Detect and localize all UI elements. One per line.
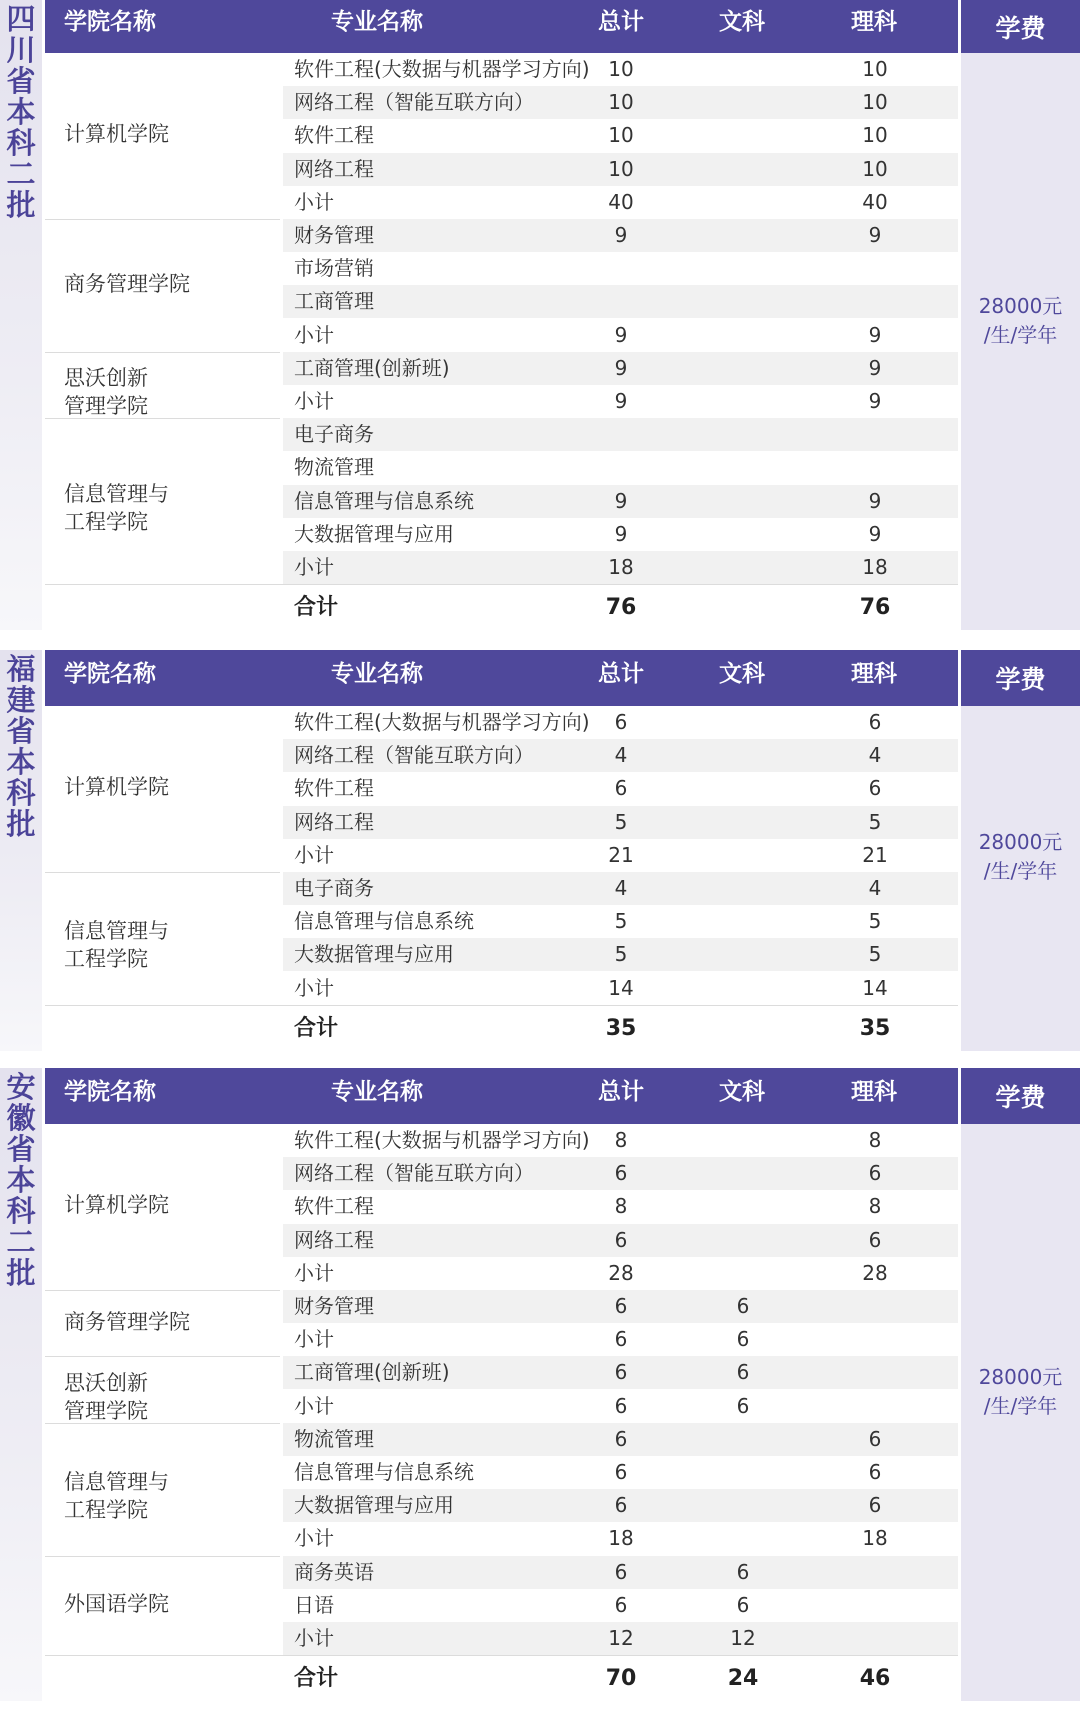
total-count: 18 [608,1526,634,1551]
province-char: 徽 [6,1101,36,1135]
fee-value [961,292,1080,350]
total-count: 6 [614,1327,628,1352]
major-name: 软件工程 [294,776,374,801]
sum-total: 35 [605,1015,637,1041]
table-row [283,1622,958,1655]
total-count: 28 [608,1260,634,1285]
like-count: 5 [868,909,882,934]
college-cell [45,219,280,353]
province-char: 安 [6,1070,36,1104]
table-row [283,1224,958,1257]
province-char: 省 [6,64,36,98]
table-row [283,186,958,219]
like-count: 6 [868,710,882,734]
table-row [283,972,958,1005]
sum-label: 合计 [294,1015,339,1041]
province-char: 批 [6,188,36,222]
college-name-line: 工程学院 [64,1498,148,1523]
total-count: 10 [608,156,634,181]
like-count: 21 [862,842,888,867]
college-name [64,1191,169,1219]
table-row [283,1390,958,1423]
college-name-line: 商务管理学院 [64,1310,190,1335]
total-count: 12 [608,1626,634,1650]
fee-line: 28000元 [978,1364,1063,1389]
province-char: 科 [6,776,36,810]
sum-row [283,1656,958,1702]
fee-line: /生/学年 [983,859,1058,884]
province-label [0,654,42,840]
header-fee: 学费 [961,1068,1080,1124]
table-row [283,839,958,872]
table-row [283,219,958,252]
total-count: 6 [614,1460,628,1484]
college-cell [45,418,280,585]
table-header [45,0,958,53]
header-fee: 学费 [961,0,1080,53]
like-count: 18 [862,555,888,579]
college-name-line: 商务管理学院 [64,272,190,297]
major-name: 财务管理 [294,223,374,247]
header-total: 总计 [598,1079,644,1105]
total-count: 21 [608,842,634,867]
major-name: 市场营销 [294,256,374,281]
major-name: 小计 [294,1327,334,1352]
total-count: 6 [614,1559,628,1584]
major-name: 商务英语 [294,1559,374,1584]
province-char: 本 [6,95,36,129]
total-count: 6 [614,1161,628,1186]
major-name: 网络工程（智能互联方向） [294,743,534,768]
header-wenke: 文科 [719,9,765,35]
major-name: 软件工程 [294,1194,374,1219]
fee-line: 28000元 [978,293,1063,318]
college-name-line: 信息管理与 [64,482,169,507]
fee-column [961,706,1080,1051]
college-cell [45,1290,280,1357]
like-count: 14 [862,975,888,1000]
header-fee: 学费 [961,650,1080,706]
like-count: 9 [868,322,882,347]
like-count: 9 [868,389,882,413]
table-row [283,1190,958,1223]
total-count: 5 [614,942,628,967]
header-college: 学院名称 [64,661,156,687]
college-name [64,1468,169,1524]
total-count: 5 [614,809,628,834]
total-count: 6 [614,1393,628,1418]
province-char: 批 [6,1256,36,1290]
major-name: 信息管理与信息系统 [294,1460,474,1484]
table-row [283,1456,958,1489]
major-name: 软件工程(大数据与机器学习方向) [294,710,590,734]
province-char: 批 [6,807,36,841]
fee-value [961,1363,1080,1421]
college-name-line: 思沃创新 [64,1370,148,1395]
like-count: 8 [868,1128,882,1152]
table-row [283,1556,958,1589]
like-count: 10 [862,156,888,181]
major-name: 大数据管理与应用 [294,942,454,967]
college-name-line: 计算机学院 [64,775,169,799]
like-count: 6 [868,1227,882,1252]
total-count: 9 [614,223,628,247]
like-count: 10 [862,123,888,148]
table-row [283,1489,958,1522]
major-name: 小计 [294,1260,334,1285]
table-row [283,518,958,551]
major-name: 软件工程(大数据与机器学习方向) [294,57,590,81]
college-name-line: 管理学院 [64,393,148,418]
total-count: 6 [614,710,628,734]
college-cell [45,1124,280,1290]
college-name-line: 外国语学院 [64,1592,169,1617]
total-count: 6 [614,1360,628,1385]
table-row [283,385,958,418]
major-name: 电子商务 [294,422,374,447]
major-name: 小计 [294,389,334,413]
sum-total: 70 [605,1666,637,1692]
fee-value [961,828,1080,886]
province-section [0,650,1080,1051]
total-count: 10 [608,90,634,115]
table-row [283,772,958,805]
major-name: 工商管理 [294,289,374,314]
total-count: 18 [608,555,634,579]
college-name [64,1590,169,1618]
like-count: 9 [868,521,882,546]
total-count: 10 [608,57,634,81]
sum-like: 46 [859,1666,891,1692]
major-name: 小计 [294,189,334,214]
college-name-line: 计算机学院 [64,122,169,146]
total-count: 14 [608,975,634,1000]
province-sidebar [0,0,42,630]
table-row [283,1522,958,1555]
table-row [283,319,958,352]
like-count: 18 [862,1526,888,1551]
like-count: 5 [868,942,882,967]
total-count: 4 [614,876,628,900]
major-name: 大数据管理与应用 [294,1493,454,1518]
college-name [64,917,169,973]
like-count: 28 [862,1260,888,1285]
major-name: 小计 [294,1526,334,1551]
total-count: 4 [614,743,628,768]
wenke-count: 6 [736,1360,750,1385]
table-row [283,285,958,318]
college-name-line: 信息管理与 [64,1470,169,1495]
college-name-line: 计算机学院 [64,1193,169,1217]
major-name: 财务管理 [294,1294,374,1318]
table-row [283,119,958,152]
college-name-line: 信息管理与 [64,919,169,944]
like-count: 9 [868,223,882,247]
table-row [283,1157,958,1190]
total-count: 6 [614,1592,628,1617]
table-header [45,650,958,706]
college-cell [45,872,280,1006]
major-name: 物流管理 [294,1426,374,1451]
province-section [0,1068,1080,1701]
wenke-count: 6 [736,1592,750,1617]
major-name: 小计 [294,322,334,347]
header-wenke: 文科 [719,661,765,687]
college-name [64,480,169,536]
major-name: 日语 [294,1592,334,1617]
header-major: 专业名称 [331,661,423,687]
wenke-count: 6 [736,1559,750,1584]
like-count: 6 [868,1426,882,1451]
table-row [283,1124,958,1157]
like-count: 6 [868,1493,882,1518]
total-count: 6 [614,1493,628,1518]
major-name: 小计 [294,1626,334,1650]
total-count: 9 [614,355,628,380]
like-count: 40 [862,189,888,214]
total-count: 9 [614,521,628,546]
major-name: 物流管理 [294,455,374,480]
province-char: 省 [6,1132,36,1166]
major-name: 小计 [294,1393,334,1418]
college-name-line: 工程学院 [64,947,148,972]
table-row [283,739,958,772]
college-name [64,773,169,801]
major-name: 工商管理(创新班) [294,355,450,380]
province-char: 建 [6,683,36,717]
like-count: 10 [862,90,888,115]
table-row [283,551,958,584]
fee-column [961,1124,1080,1701]
total-count: 9 [614,389,628,413]
table-row [283,1356,958,1389]
table-row [283,451,958,484]
province-char: 科 [6,126,36,160]
header-wenke: 文科 [719,1079,765,1105]
table-row [283,1589,958,1622]
major-name: 信息管理与信息系统 [294,488,474,513]
major-name: 软件工程(大数据与机器学习方向) [294,1128,590,1152]
table-row [283,86,958,119]
like-count: 9 [868,355,882,380]
total-count: 5 [614,909,628,934]
college-name [64,120,169,148]
like-count: 8 [868,1194,882,1219]
major-name: 小计 [294,975,334,1000]
like-count: 10 [862,57,888,81]
college-name [64,1369,148,1425]
wenke-count: 6 [736,1393,750,1418]
table-row [283,806,958,839]
like-count: 6 [868,1161,882,1186]
sum-total: 76 [605,595,637,621]
table-row [283,352,958,385]
like-count: 5 [868,809,882,834]
college-name-line: 思沃创新 [64,365,148,390]
total-count: 9 [614,488,628,513]
province-char: 二 [6,157,36,191]
table-row [283,418,958,451]
table-row [283,53,958,86]
sum-row [283,585,958,631]
table-row [283,485,958,518]
sum-like: 35 [859,1015,891,1041]
table-row [283,706,958,739]
college-name-line: 管理学院 [64,1398,148,1423]
sum-like: 76 [859,595,891,621]
major-name: 软件工程 [294,123,374,148]
major-name: 网络工程（智能互联方向） [294,1161,534,1186]
table-row [283,1290,958,1323]
major-name: 网络工程 [294,156,374,181]
major-name: 网络工程 [294,809,374,834]
total-count: 8 [614,1194,628,1219]
college-cell [45,352,280,419]
table-row [283,153,958,186]
college-name [64,364,148,420]
wenke-count: 6 [736,1327,750,1352]
table-row [283,872,958,905]
sum-label: 合计 [294,595,339,621]
table-row [283,905,958,938]
major-name: 小计 [294,555,334,579]
wenke-count: 6 [736,1294,750,1318]
sum-label: 合计 [294,1666,339,1692]
table-row [283,938,958,971]
college-cell [45,1556,280,1657]
like-count: 6 [868,776,882,801]
total-count: 10 [608,123,634,148]
total-count: 8 [614,1128,628,1152]
header-major: 专业名称 [331,1079,423,1105]
total-count: 6 [614,776,628,801]
like-count: 6 [868,1460,882,1484]
wenke-count: 12 [730,1626,756,1650]
total-count: 6 [614,1227,628,1252]
province-char: 科 [6,1194,36,1228]
province-char: 省 [6,714,36,748]
major-name: 电子商务 [294,876,374,900]
province-label [0,4,42,221]
major-name: 工商管理(创新班) [294,1360,450,1385]
like-count: 9 [868,488,882,513]
header-major: 专业名称 [331,9,423,35]
college-name [64,270,190,298]
like-count: 4 [868,743,882,768]
major-name: 小计 [294,842,334,867]
fee-line: /生/学年 [983,1393,1058,1418]
table-header [45,1068,958,1124]
college-name [64,1308,190,1336]
header-like: 理科 [851,9,897,35]
province-label [0,1072,42,1289]
header-like: 理科 [851,661,897,687]
college-cell [45,706,280,872]
total-count: 40 [608,189,634,214]
total-count: 6 [614,1426,628,1451]
table-row [283,1323,958,1356]
province-section [0,0,1080,630]
sum-wenke: 24 [727,1666,759,1692]
table-row [283,252,958,285]
province-sidebar [0,1068,42,1701]
province-sidebar [0,650,42,1051]
total-count: 6 [614,1294,628,1318]
sum-row [283,1006,958,1052]
major-name: 网络工程（智能互联方向） [294,90,534,115]
major-name: 大数据管理与应用 [294,521,454,546]
college-cell [45,1356,280,1423]
province-char: 本 [6,1163,36,1197]
major-name: 信息管理与信息系统 [294,909,474,934]
table-row [283,1423,958,1456]
fee-column [961,53,1080,630]
province-char: 二 [6,1225,36,1259]
province-char: 四 [6,2,36,36]
like-count: 4 [868,876,882,900]
major-name: 网络工程 [294,1227,374,1252]
header-college: 学院名称 [64,1079,156,1105]
college-cell [45,53,280,219]
college-cell [45,1423,280,1557]
college-name-line: 工程学院 [64,510,148,535]
header-college: 学院名称 [64,9,156,35]
header-total: 总计 [598,9,644,35]
header-total: 总计 [598,661,644,687]
total-count: 9 [614,322,628,347]
province-char: 本 [6,745,36,779]
fee-line: /生/学年 [983,322,1058,347]
province-char: 福 [6,652,36,686]
fee-line: 28000元 [978,830,1063,855]
table-row [283,1257,958,1290]
province-char: 川 [6,33,36,67]
header-like: 理科 [851,1079,897,1105]
